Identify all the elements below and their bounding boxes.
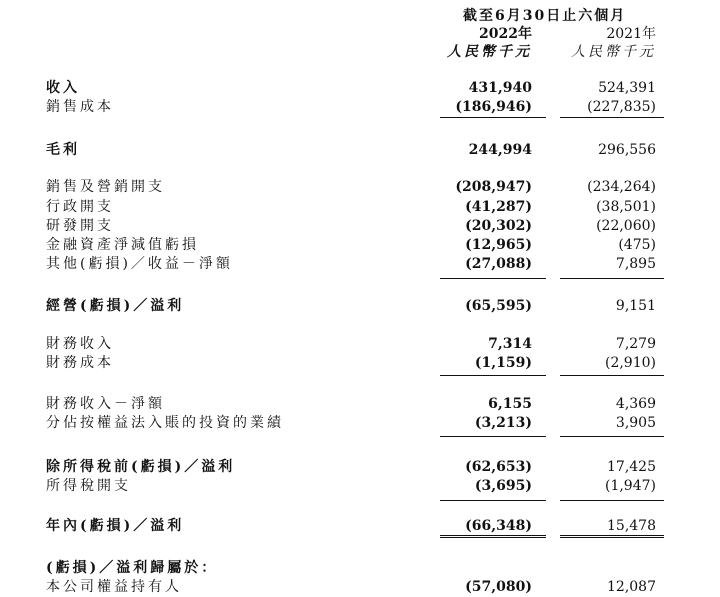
rule-after-share-of-results-prior [560, 436, 664, 437]
row-label: 財務成本 [46, 355, 114, 371]
rule-after-cost-of-sales [440, 117, 546, 118]
rule-after-other-losses [440, 278, 546, 279]
value-current: (65,595) [465, 298, 532, 314]
value-prior: (1,947) [604, 478, 656, 494]
year-current-heading: 2022年 [479, 26, 532, 42]
row-label: 行政開支 [46, 199, 114, 215]
rule-after-income-tax-prior [560, 500, 664, 501]
row-other-losses-gains [0, 255, 720, 273]
row-finance-income [0, 335, 720, 353]
row-finance-costs [0, 354, 720, 372]
value-prior: (234,264) [587, 179, 656, 195]
value-prior: (2,910) [604, 355, 656, 371]
row-net-finance-income [0, 395, 720, 413]
row-rnd-expenses [0, 217, 720, 235]
unit-current-heading: 人民幣千元 [447, 44, 532, 60]
value-prior: 4,369 [615, 396, 656, 412]
row-label: 銷售及營銷開支 [46, 179, 165, 195]
row-label: 其他(虧損)／收益－淨額 [46, 256, 233, 272]
row-period-result [0, 517, 720, 535]
row-label: 財務收入－淨額 [46, 396, 165, 412]
row-label: 分佔按權益法入賬的投資的業績 [46, 415, 284, 431]
value-prior: (227,835) [587, 99, 656, 115]
row-label: 金融資產淨減值虧損 [46, 237, 199, 253]
value-current: (12,965) [465, 237, 532, 253]
row-label: 所得稅開支 [46, 478, 131, 494]
value-prior: 3,905 [615, 415, 656, 431]
value-current: (20,302) [465, 218, 532, 234]
value-prior: 296,556 [598, 142, 656, 158]
row-selling-marketing-expenses [0, 178, 720, 196]
value-current: (1,159) [474, 355, 532, 371]
row-share-of-results [0, 414, 720, 432]
row-admin-expenses [0, 198, 720, 216]
row-income-tax [0, 477, 720, 495]
row-label: 除所得稅前(虧損)／溢利 [46, 459, 236, 475]
value-current: (57,080) [465, 579, 532, 595]
rule-after-finance-costs [440, 375, 546, 376]
value-current: (3,213) [474, 415, 532, 431]
row-label: (虧損)／溢利歸屬於： [46, 560, 219, 576]
double-rule-period-result [440, 535, 546, 538]
row-label: 財務收入 [46, 336, 114, 352]
value-prior: (38,501) [596, 199, 656, 215]
row-label: 本公司權益持有人 [46, 579, 182, 595]
value-prior: 17,425 [607, 459, 656, 475]
value-prior: 15,478 [607, 518, 656, 534]
value-prior: 7,279 [615, 336, 656, 352]
row-gross-profit [0, 141, 720, 159]
rule-after-other-losses-prior [560, 278, 664, 279]
value-prior: 9,151 [615, 298, 656, 314]
rule-after-share-of-results [440, 436, 546, 437]
row-label: 收入 [46, 80, 80, 96]
period-heading: 截至6月30日止六個月 [463, 8, 627, 24]
row-label: 年內(虧損)／溢利 [46, 518, 185, 534]
row-attributable-heading [0, 559, 720, 577]
value-current: (27,088) [465, 256, 532, 272]
value-current: 244,994 [468, 142, 532, 158]
rule-after-finance-costs-prior [560, 375, 664, 376]
row-label: 銷售成本 [46, 99, 114, 115]
row-pre-tax-result [0, 458, 720, 476]
value-prior: 524,391 [598, 80, 656, 96]
row-operating-result [0, 297, 720, 315]
row-cost-of-sales [0, 98, 720, 116]
row-revenue [0, 79, 720, 97]
value-prior: 7,895 [615, 256, 656, 272]
value-current: (66,348) [465, 518, 532, 534]
value-current: 431,940 [468, 80, 532, 96]
value-prior: 12,087 [607, 579, 656, 595]
row-equity-holders [0, 578, 720, 596]
value-prior: (22,060) [596, 218, 656, 234]
value-current: (208,947) [455, 179, 532, 195]
rule-after-income-tax [440, 500, 546, 501]
unit-prior-heading: 人民幣千元 [571, 44, 656, 60]
value-current: (186,946) [455, 99, 532, 115]
value-current: (3,695) [474, 478, 532, 494]
value-current: (41,287) [465, 199, 532, 215]
value-current: 7,314 [488, 336, 532, 352]
double-rule-period-result-prior [560, 535, 664, 538]
row-label: 毛利 [46, 142, 80, 158]
row-impairment-losses [0, 236, 720, 254]
year-prior-heading: 2021年 [606, 26, 656, 42]
value-current: 6,155 [488, 396, 532, 412]
row-label: 研發開支 [46, 218, 114, 234]
rule-after-cost-of-sales-prior [560, 117, 664, 118]
value-current: (62,653) [465, 459, 532, 475]
row-label: 經營(虧損)／溢利 [46, 298, 185, 314]
value-prior: (475) [618, 237, 656, 253]
